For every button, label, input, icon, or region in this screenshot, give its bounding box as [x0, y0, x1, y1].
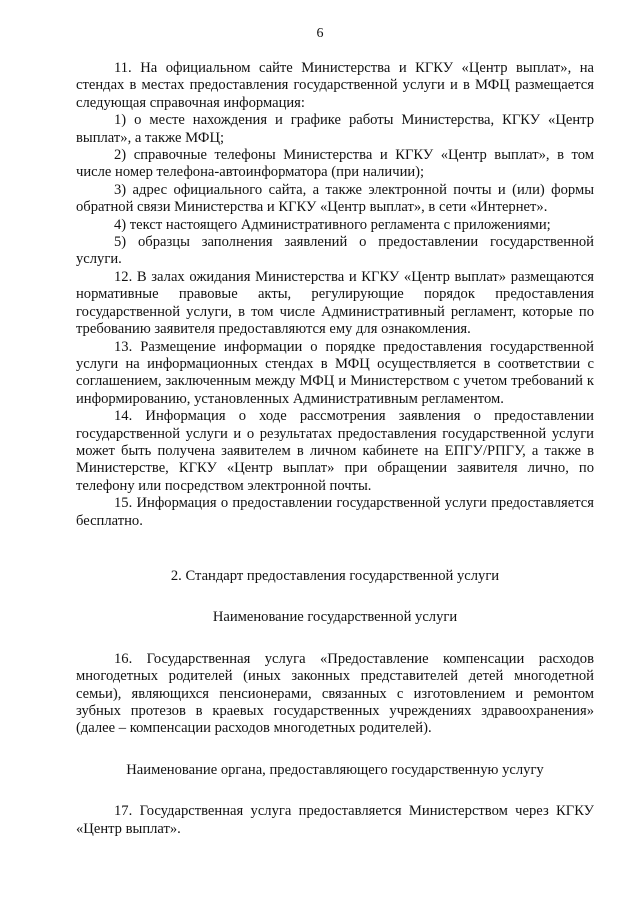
- paragraph-11: 11. На официальном сайте Министерства и КГКУ «Центр выплат», на стендах в местах предоставления государственной услуги и в МФЦ размещается следующая справочная информация:: [76, 60, 594, 111]
- paragraph-14: 14. Информация о ходе рассмотрения заявления о предоставлении государственной услуги и о результатах предоставления государственной услуги может быть получена заявителем в личном кабинете на ЕПГУ/РПГУ, а также в Министерстве, КГКУ «Центр выплат» при обращении заявителя лично, по телефону или посредством электронной почты.: [76, 408, 594, 494]
- list-item-5: 5) образцы заполнения заявлений о предоставлении государственной услуги.: [76, 234, 594, 268]
- paragraph-16: 16. Государственная услуга «Предоставление компенсации расходов многодетных родителей (иных законных представителей детей многодетной семьи), являющихся пенсионерами, связанных с изготовлением и ремонтом зубных протезов в краевых государственных учреждениях здравоохранения» (далее – компенсации расходов многодетных родителей).: [76, 650, 594, 737]
- paragraph-15: 15. Информация о предоставлении государственной услуги предоставляется бесплатно.: [76, 495, 594, 529]
- list-item-1: 1) о месте нахождения и графике работы Министерства, КГКУ «Центр выплат», а также МФЦ;: [76, 112, 594, 146]
- page-number: 6: [316, 26, 324, 41]
- list-item-3: 3) адрес официального сайта, а также электронной почты и (или) формы обратной связи Министерства и КГКУ «Центр выплат», в сети «Интернет».: [76, 181, 594, 216]
- list-item-4: 4) текст настоящего Административного регламента с приложениями;: [114, 216, 551, 233]
- paragraph-17: 17. Государственная услуга предоставляется Министерством через КГКУ «Центр выплат».: [76, 803, 594, 837]
- list-item-2: 2) справочные телефоны Министерства и КГКУ «Центр выплат», в том числе номер телефона-автоинформатора (при наличии);: [76, 147, 594, 181]
- section-heading: 2. Стандарт предоставления государственной услуги: [170, 567, 500, 584]
- paragraph-12: 12. В залах ожидания Министерства и КГКУ «Центр выплат» размещаются нормативные правовые акты, регулирующие порядок предоставления государственной услуги, в том числе Административный регламент, которые по требованию заявителя предоставляются ему для ознакомления.: [76, 268, 594, 338]
- paragraph-13: 13. Размещение информации о порядке предоставления государственной услуги на информационных стендах в МФЦ осуществляется в соответствии с соглашением, заключенным между МФЦ и Министерством с учетом требований к информированию, установленных Административным регламентом.: [76, 338, 594, 407]
- document-body: [76, 60, 594, 838]
- subheading-service-name: Наименование государственной услуги: [212, 609, 458, 626]
- subheading-authority: Наименование органа, предоставляющего государственную услугу: [126, 761, 544, 778]
